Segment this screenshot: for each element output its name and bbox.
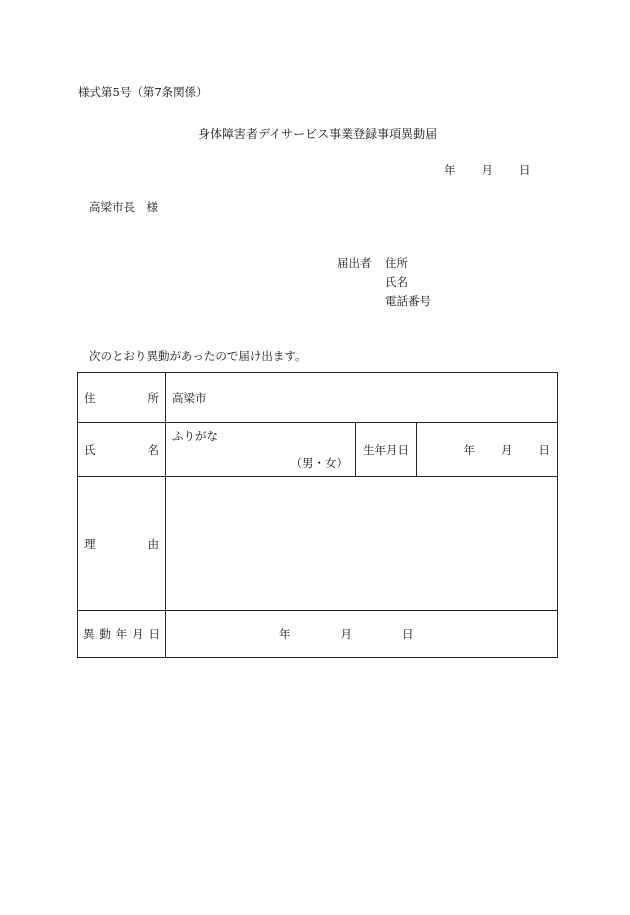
birth-date-cell[interactable] bbox=[417, 423, 558, 477]
submission-date bbox=[444, 162, 531, 178]
addressee: 高梁市長 様 bbox=[89, 200, 158, 214]
birth-date-fields: 年 月 日 bbox=[463, 442, 551, 457]
applicant-name-label: 氏名 bbox=[385, 275, 408, 289]
name-row bbox=[78, 423, 558, 477]
address-value-cell[interactable] bbox=[166, 373, 558, 423]
gender-selector[interactable]: （男・女） bbox=[290, 456, 348, 470]
change-date-row bbox=[78, 611, 558, 658]
address-row bbox=[78, 373, 558, 423]
name-label-cell: 氏 名 bbox=[78, 423, 166, 477]
name-value-cell[interactable] bbox=[166, 423, 356, 477]
applicant-phone-label: 電話番号 bbox=[385, 294, 431, 308]
reason-value-cell[interactable] bbox=[166, 477, 558, 611]
applicant-address-label: 住所 bbox=[385, 256, 408, 270]
applicant-label: 届出者 bbox=[337, 256, 372, 270]
reason-row bbox=[78, 477, 558, 611]
address-value: 高梁市 bbox=[172, 390, 207, 405]
document-title: 身体障害者デイサービス事業登録事項異動届 bbox=[198, 127, 438, 141]
change-date-label-cell: 異 動 年 月 日 bbox=[78, 611, 166, 658]
form-number: 様式第5号（第7条関係） bbox=[78, 85, 208, 99]
reason-label-cell: 理 由 bbox=[78, 477, 166, 611]
change-form-table bbox=[77, 372, 558, 658]
birth-label-cell bbox=[356, 423, 417, 477]
month-label: 月 bbox=[481, 163, 493, 177]
change-date-fields: 年 月 日 bbox=[279, 627, 414, 641]
furigana-label: ふりがな bbox=[172, 429, 218, 443]
year-label: 年 bbox=[444, 163, 456, 177]
birth-date-label: 生年月日 bbox=[363, 442, 409, 457]
intro-text: 次のとおり異動があったので届け出ます。 bbox=[89, 349, 307, 363]
change-date-value-cell[interactable] bbox=[166, 611, 558, 658]
day-label: 日 bbox=[519, 163, 531, 177]
address-label-cell: 住 所 bbox=[78, 373, 166, 423]
